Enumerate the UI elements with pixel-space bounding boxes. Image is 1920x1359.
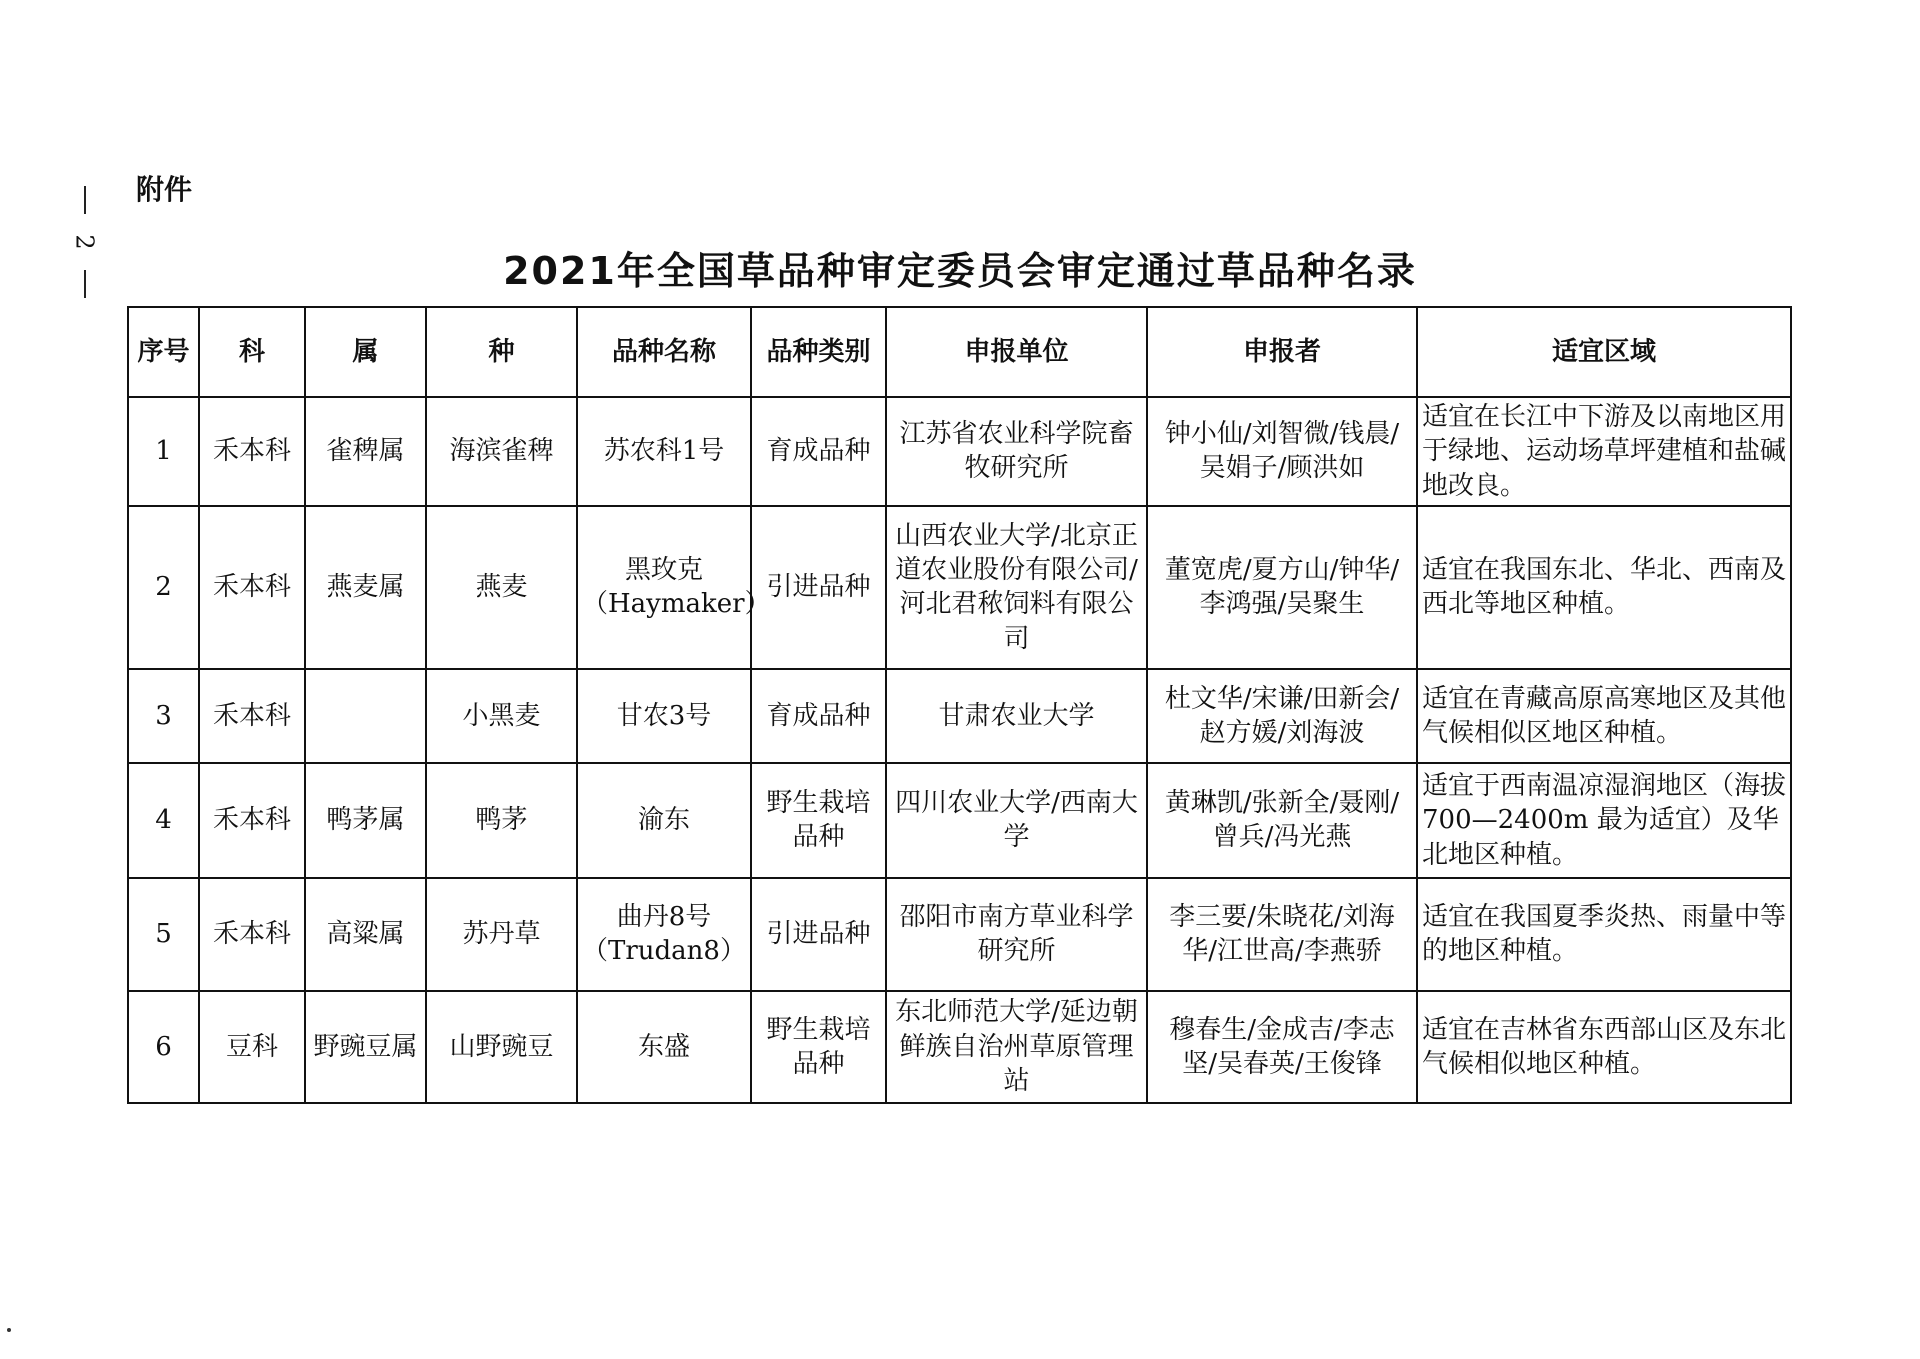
cell-applicant-unit: 山西农业大学/北京正道农业股份有限公司/河北君秾饲料有限公司 [886,506,1147,669]
cell-applicant-unit: 四川农业大学/西南大学 [886,763,1147,878]
cell-species: 山野豌豆 [426,991,577,1103]
cell-species: 鸭茅 [426,763,577,878]
cell-family: 禾本科 [199,506,305,669]
cell-genus [305,669,426,763]
cell-family: 禾本科 [199,763,305,878]
cell-variety-name: 东盛 [577,991,751,1103]
cell-applicants: 杜文华/宋谦/田新会/赵方媛/刘海波 [1147,669,1417,763]
cell-genus: 野豌豆属 [305,991,426,1103]
cell-suitable-region: 适宜在青藏高原高寒地区及其他气候相似区地区种植。 [1417,669,1791,763]
cell-variety-name: 曲丹8号（Trudan8） [577,878,751,991]
header-applicant-unit: 申报单位 [886,307,1147,397]
cell-applicants: 李三要/朱晓花/刘海华/江世高/李燕骄 [1147,878,1417,991]
cell-variety-name: 苏农科1号 [577,397,751,506]
cell-serial: 4 [128,763,199,878]
cell-variety-category: 育成品种 [751,669,886,763]
header-variety-name: 品种名称 [577,307,751,397]
header-applicants: 申报者 [1147,307,1417,397]
cell-family: 禾本科 [199,669,305,763]
cell-suitable-region: 适宜于西南温凉湿润地区（海拔 700—2400m 最为适宜）及华北地区种植。 [1417,763,1791,878]
header-family: 科 [199,307,305,397]
table-row [128,991,1791,1103]
cell-applicant-unit: 东北师范大学/延边朝鲜族自治州草原管理站 [886,991,1147,1103]
table-header-row [128,307,1791,397]
cell-applicant-unit: 江苏省农业科学院畜牧研究所 [886,397,1147,506]
scan-speck [7,1328,11,1332]
cell-applicant-unit: 邵阳市南方草业科学研究所 [886,878,1147,991]
cell-species: 燕麦 [426,506,577,669]
cell-variety-name: 渝东 [577,763,751,878]
cell-variety-category: 野生栽培品种 [751,763,886,878]
header-species: 种 [426,307,577,397]
cell-variety-category: 育成品种 [751,397,886,506]
cell-variety-category: 引进品种 [751,878,886,991]
cell-genus: 雀稗属 [305,397,426,506]
cell-suitable-region: 适宜在我国东北、华北、西南及西北等地区种植。 [1417,506,1791,669]
cell-species: 海滨雀稗 [426,397,577,506]
header-serial: 序号 [128,307,199,397]
cell-applicant-unit: 甘肃农业大学 [886,669,1147,763]
cell-serial: 3 [128,669,199,763]
margin-page-number: 2 [71,234,99,250]
cell-species: 苏丹草 [426,878,577,991]
table-row [128,669,1791,763]
table-row [128,878,1791,991]
cell-genus: 鸭茅属 [305,763,426,878]
cell-applicants: 董宽虎/夏方山/钟华/李鸿强/吴聚生 [1147,506,1417,669]
table-row [128,506,1791,669]
cell-serial: 6 [128,991,199,1103]
variety-roster-table [127,306,1792,1104]
cell-family: 禾本科 [199,397,305,506]
cell-genus: 高粱属 [305,878,426,991]
cell-suitable-region: 适宜在吉林省东西部山区及东北气候相似地区种植。 [1417,991,1791,1103]
cell-serial: 2 [128,506,199,669]
cell-species: 小黑麦 [426,669,577,763]
cell-applicants: 穆春生/金成吉/李志坚/吴春英/王俊锋 [1147,991,1417,1103]
header-genus: 属 [305,307,426,397]
cell-suitable-region: 适宜在我国夏季炎热、雨量中等的地区种植。 [1417,878,1791,991]
document-title: 2021年全国草品种审定委员会审定通过草品种名录 [503,249,1417,293]
cell-applicants: 钟小仙/刘智微/钱晨/吴娟子/顾洪如 [1147,397,1417,506]
cell-variety-name: 甘农3号 [577,669,751,763]
header-variety-category: 品种类别 [751,307,886,397]
cell-family: 禾本科 [199,878,305,991]
cell-variety-name: 黑玫克（Haymaker） [577,506,751,669]
header-suitable-region: 适宜区域 [1417,307,1791,397]
cell-serial: 1 [128,397,199,506]
cell-applicants: 黄琳凯/张新全/聂刚/曾兵/冯光燕 [1147,763,1417,878]
cell-serial: 5 [128,878,199,991]
cell-family: 豆科 [199,991,305,1103]
table-row [128,763,1791,878]
cell-suitable-region: 适宜在长江中下游及以南地区用于绿地、运动场草坪建植和盐碱地改良。 [1417,397,1791,506]
attachment-label: 附件 [136,173,193,206]
table-row [128,397,1791,506]
cell-genus: 燕麦属 [305,506,426,669]
cell-variety-category: 引进品种 [751,506,886,669]
margin-dash-top [84,186,86,214]
cell-variety-category: 野生栽培品种 [751,991,886,1103]
